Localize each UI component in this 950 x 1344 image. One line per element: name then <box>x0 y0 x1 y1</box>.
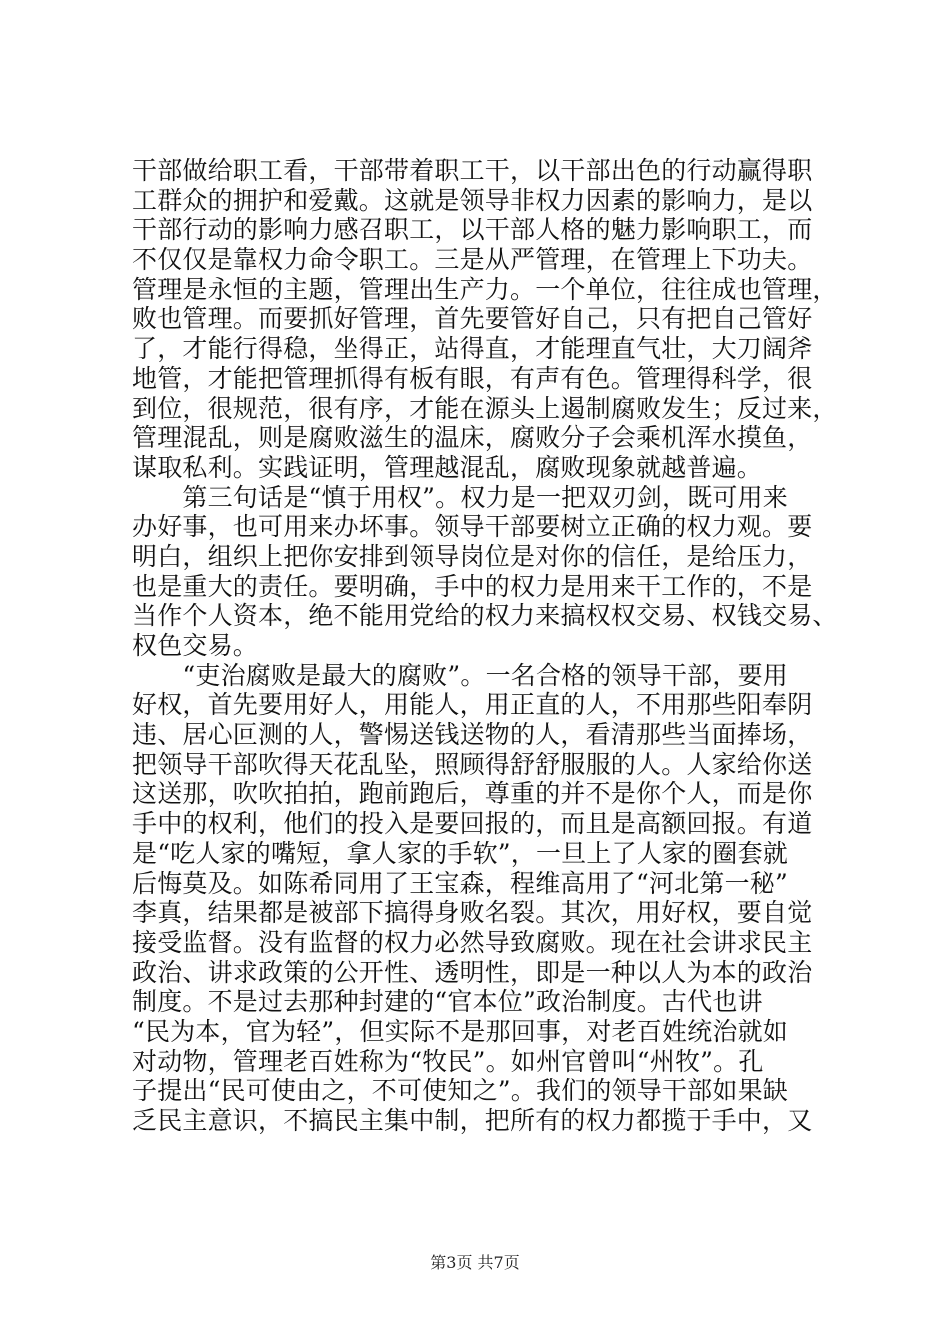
text-line: 乏民主意识，不搞民主集中制，把所有的权力都揽于手中，又 <box>132 1106 813 1135</box>
text-line: 明白，组织上把你安排到领导岗位是对你的信任，是给压力， <box>132 541 813 571</box>
text-line: 管理是永恒的主题，管理出生产力。一个单位，往往成也管理， <box>132 274 838 304</box>
text-line: 干部做给职工看，干部带着职工干，以干部出色的行动赢得职 <box>132 156 813 185</box>
text-line: 到位，很规范，很有序，才能在源头上遏制腐败发生；反过来， <box>132 393 838 423</box>
text-line: 了，才能行得稳，坐得正，站得直，才能理直气壮，大刀阔斧 <box>132 334 813 364</box>
text-line: 好权，首先要用好人，用能人，用正直的人，不用那些阳奉阴 <box>132 690 813 720</box>
text-line: 第三句话是“慎于用权”。权力是一把双刃剑，既可用来 <box>132 482 788 512</box>
text-line: 地管，才能把管理抓得有板有眼，有声有色。管理得科学，很 <box>132 363 813 393</box>
text-line: 后悔莫及。如陈希同用了王宝森，程维高用了“河北第一秘” <box>132 868 788 898</box>
text-line: 接受监督。没有监督的权力必然导致腐败。现在社会讲求民主 <box>132 927 813 957</box>
text-line: 也是重大的责任。要明确，手中的权力是用来干工作的，不是 <box>132 571 813 601</box>
text-line: 败也管理。而要抓好管理，首先要管好自己，只有把自己管好 <box>132 304 813 334</box>
page-footer <box>0 1253 950 1273</box>
text-line: 制度。不是过去那种封建的“官本位”政治制度。古代也讲 <box>132 987 763 1017</box>
text-line: 这送那，吹吹拍拍，跑前跑后，尊重的并不是你个人，而是你 <box>132 779 813 809</box>
text-line: 李真，结果都是被部下搞得身败名裂。其次，用好权，要自觉 <box>132 898 813 928</box>
text-line: 权色交易。 <box>132 631 259 660</box>
text-line: 办好事，也可用来办坏事。领导干部要树立正确的权力观。要 <box>132 512 813 542</box>
body-text <box>132 156 838 1136</box>
text-line: 管理混乱，则是腐败滋生的温床，腐败分子会乘机浑水摸鱼， <box>132 423 813 453</box>
text-line: 不仅仅是靠权力命令职工。三是从严管理，在管理上下功夫。 <box>132 245 813 275</box>
text-line: 政治、讲求政策的公开性、透明性，即是一种以人为本的政治 <box>132 957 813 987</box>
text-line: 手中的权利，他们的投入是要回报的，而且是高额回报。有道 <box>132 809 813 839</box>
text-line: 违、居心叵测的人，警惕送钱送物的人，看清那些当面捧场， <box>132 720 813 750</box>
text-line: 把领导干部吹得天花乱坠，照顾得舒舒服服的人。人家给你送 <box>132 749 813 779</box>
text-line: 是“吃人家的嘴短，拿人家的手软”，一旦上了人家的圈套就 <box>132 838 788 868</box>
text-line: 子提出“民可使由之，不可使知之”。我们的领导干部如果缺 <box>132 1076 788 1106</box>
text-line: “民为本，官为轻”，但实际不是那回事，对老百姓统治就如 <box>132 1016 788 1046</box>
text-line: 干部行动的影响力感召职工，以干部人格的魅力影响职工，而 <box>132 215 813 245</box>
text-line: 谋取私利。实践证明，管理越混乱，腐败现象就越普遍。 <box>132 452 763 482</box>
text-line: 当作个人资本，绝不能用党给的权力来搞权权交易、权钱交易、 <box>132 601 838 631</box>
text-line: 对动物，管理老百姓称为“牧民”。如州官曾叫“州牧”。孔 <box>132 1046 764 1076</box>
page-number: 第3页 共7页 <box>430 1253 520 1272</box>
text-line: “吏治腐败是最大的腐败”。一名合格的领导干部，要用 <box>132 660 788 690</box>
text-line: 工群众的拥护和爱戴。这就是领导非权力因素的影响力，是以 <box>132 185 813 215</box>
